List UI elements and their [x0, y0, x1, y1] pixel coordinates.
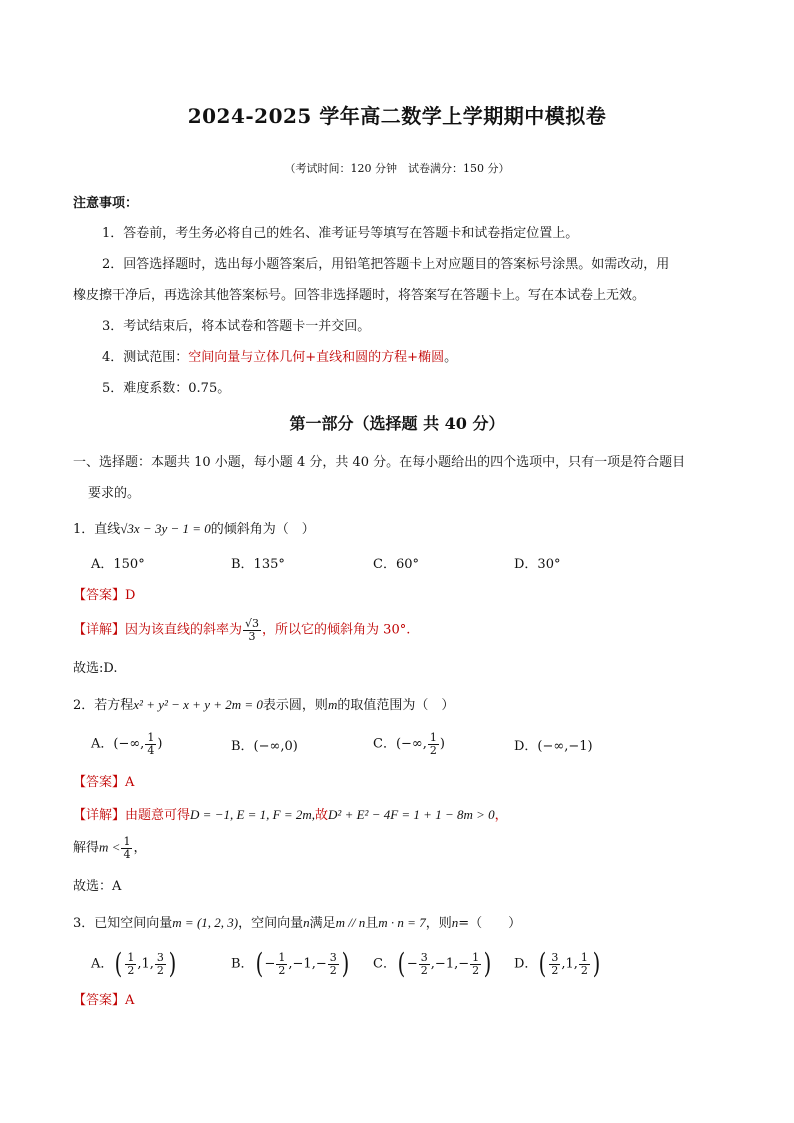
q2-solve: 解得m < $\frac{1}{4}$ ， [73, 835, 147, 861]
q1-option-b: B．135° [231, 557, 285, 572]
vector-m: m = (1, 2, 3) [172, 915, 239, 930]
q2-answer: 【答案】A [73, 775, 135, 790]
q3-option-c: C．( − $\frac{3}{2}$ ,−1,− $\frac{1}{2}$ ) [373, 947, 492, 980]
section-intro-cont: 要求的。 [88, 486, 141, 501]
exam-info: （考试时间：120 分钟 试卷满分：150 分） [284, 162, 510, 175]
section-title: 第一部分（选择题 共 40 分） [289, 414, 505, 433]
q2-option-b: B．(−∞,0) [231, 739, 298, 754]
q1-option-c: C．60° [373, 557, 419, 572]
notice-item-3: 3．考试结束后，将本试卷和答题卡一并交回。 [102, 319, 371, 334]
answer-value: D [125, 588, 136, 603]
q3-answer: 【答案】A [73, 993, 135, 1008]
q1-choice: 故选:D. [73, 661, 118, 676]
notice-item-2: 2．回答选择题时，选出每小题答案后，用铅笔把答题卡上对应题目的答案标号涂黑。如需改动，用 [102, 257, 670, 272]
test-scope: 空间向量与立体几何+直线和圆的方程+椭圆 [188, 350, 445, 365]
scope-suffix: 。 [444, 350, 458, 365]
q2-choice: 故选：A [73, 879, 122, 894]
q3-option-d: D．( $\frac{3}{2}$ ,1, $\frac{1}{2}$ ) [514, 947, 601, 980]
q1-option-a: A．150° [91, 557, 145, 572]
section-intro: 一、选择题：本题共 10 小题，每小题 4 分，共 40 分。在每小题给出的四个选项中，只有一项是符合题目 [73, 455, 686, 470]
slope-fraction: $\frac{√3}{3}$ [245, 617, 260, 643]
notice-heading: 注意事项： [73, 196, 139, 211]
answer-tag: 【答案】 [73, 588, 126, 603]
q1-equation: √3x − 3y − 1 = 0 [120, 521, 211, 536]
question-3: 3．已知空间向量m = (1, 2, 3)，空间向量n满足m // n且m · n = 7，则n=（ ） [73, 915, 522, 931]
q1-option-d: D．30° [514, 557, 561, 572]
q2-option-a: A．(−∞, $\frac{1}{4}$ ) [91, 731, 163, 757]
q1-detail: 【详解】因为该直线的斜率为 $\frac{√3}{3}$ ，所以它的倾斜角为 30°. [73, 617, 411, 643]
notice-item-2-cont: 橡皮擦干净后，再选涂其他答案标号。回答非选择题时，将答案写在答题卡上。写在本试卷上无效。 [73, 288, 646, 303]
q3-option-b: B．( − $\frac{1}{2}$ ,−1,− $\frac{3}{2}$ ) [231, 947, 350, 980]
q2-option-d: D．(−∞,−1) [514, 739, 593, 754]
question-2: 2．若方程x² + y² − x + y + 2m = 0表示圆，则m的取值范围为（ ） [73, 697, 455, 713]
question-1: 1．直线√3x − 3y − 1 = 0的倾斜角为（ ） [73, 521, 315, 537]
q1-answer [73, 589, 135, 602]
q3-option-a: A．( $\frac{1}{2}$ ,1, $\frac{3}{2}$ ) [91, 947, 177, 980]
q2-equation: x² + y² − x + y + 2m = 0 [133, 697, 263, 712]
q2-option-c: C．(−∞, $\frac{1}{2}$ ) [373, 731, 445, 757]
notice-item-1: 1．答卷前，考生务必将自己的姓名、准考证号等填写在答题卡和试卷指定位置上。 [102, 226, 579, 241]
q2-detail: 【详解】由题意可得D = −1, E = 1, F = 2m,故D² + E² − 4F = 1 + 1 − 8m > 0， [73, 807, 508, 823]
notice-item-4 [102, 351, 457, 364]
page-title: 2024-2025 学年高二数学上学期期中模拟卷 [187, 104, 607, 128]
detail-tag: 【详解】 [73, 622, 126, 638]
notice-item-5: 5．难度系数：0.75。 [102, 381, 231, 396]
scope-prefix: 4．测试范围： [102, 350, 189, 365]
